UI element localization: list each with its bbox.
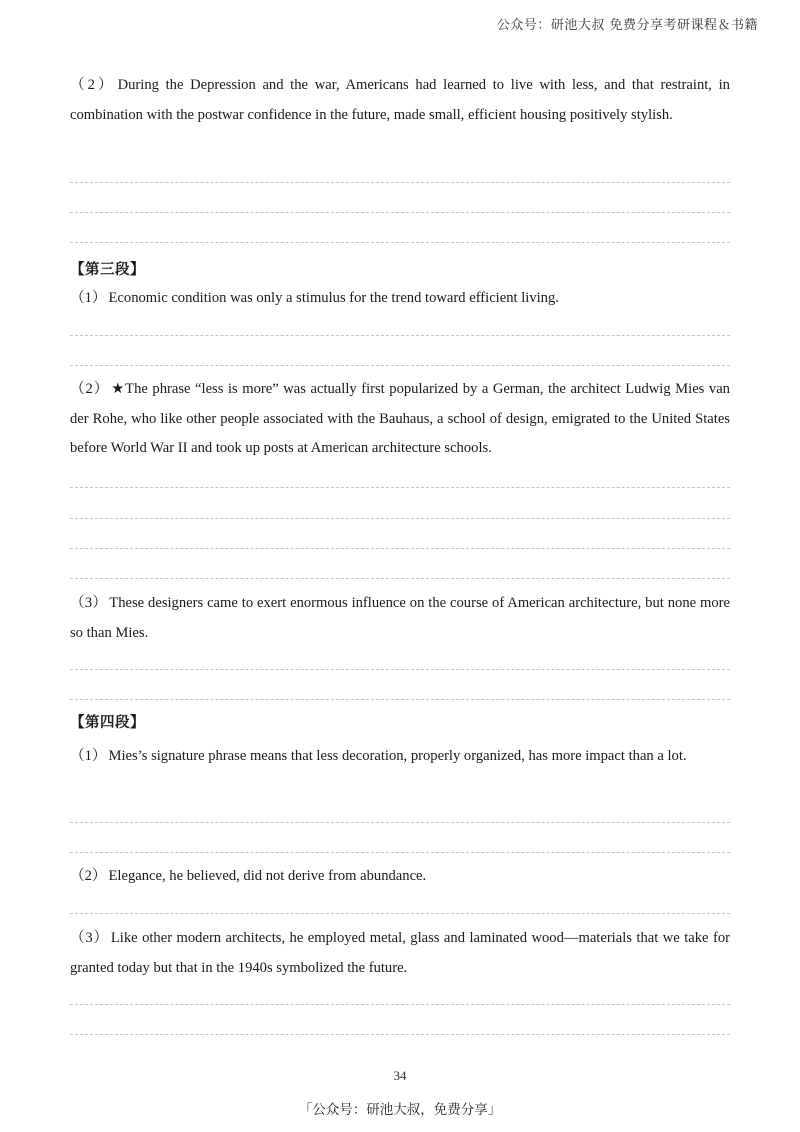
writing-line [70, 242, 730, 243]
writing-line [70, 518, 730, 519]
item-text: Like other modern architects, he employed metal, glass and laminated wood—materials that we take for granted today but that in the 1940s symbolized the future. [70, 930, 730, 976]
section-heading-block [70, 258, 730, 282]
sentence-text [70, 862, 730, 892]
sentence-block [70, 862, 730, 892]
writing-line [70, 335, 730, 336]
sentence-text [70, 742, 730, 772]
item-text: Elegance, he believed, did not derive from abundance. [108, 868, 427, 884]
writing-line [70, 669, 730, 670]
item-number: （2） [70, 381, 110, 397]
footer-watermark: 「公众号：研池大叔，免费分享」 [298, 1102, 502, 1118]
writing-line [70, 913, 730, 914]
sentence-text [70, 375, 730, 464]
writing-line [70, 212, 730, 213]
sentence-block [70, 742, 730, 772]
sentence-block [70, 924, 730, 983]
item-number: （2） [70, 77, 116, 93]
item-number: （1） [70, 290, 107, 306]
writing-line [70, 365, 730, 366]
page-number: 34 [393, 1068, 407, 1083]
writing-line [70, 1034, 730, 1035]
item-number: （1） [70, 748, 107, 764]
sentence-text [70, 71, 730, 130]
item-text: Economic condition was only a stimulus for the trend toward efficient living. [108, 290, 559, 306]
section-heading: 【第三段】 [70, 262, 145, 278]
writing-line [70, 182, 730, 183]
item-number: （3） [70, 595, 108, 611]
item-number: （3） [70, 930, 109, 946]
header-watermark: 公众号：研池大叔 免费分享考研课程＆书籍 [496, 18, 758, 33]
item-text: These designers came to exert enormous influence on the course of American architecture, but none more so than Mies. [70, 595, 730, 641]
item-text: ★The phrase “less is more” was actually first popularized by a German, the architect Ludwig Mies van der Rohe, who like other people associated with the Bauhaus, a school of design, emigrated to the United States before World War II and took up posts at American architecture schools. [70, 381, 730, 456]
item-number: （2） [70, 868, 107, 884]
writing-line [70, 822, 730, 823]
sentence-block [70, 71, 730, 130]
item-text: During the Depression and the war, Americans had learned to live with less, and that restraint, in combination with the postwar confidence in the future, made small, efficient housing positively stylish. [70, 77, 730, 123]
sentence-block [70, 284, 730, 314]
sentence-text [70, 589, 730, 648]
sentence-text [70, 284, 730, 314]
writing-line [70, 548, 730, 549]
item-text: Mies’s signature phrase means that less decoration, properly organized, has more impact than a lot. [108, 748, 687, 764]
sentence-block [70, 589, 730, 648]
sentence-block [70, 375, 730, 464]
writing-line [70, 1004, 730, 1005]
writing-line [70, 699, 730, 700]
sentence-text [70, 924, 730, 983]
writing-line [70, 852, 730, 853]
section-heading: 【第四段】 [70, 715, 145, 731]
writing-line [70, 487, 730, 488]
section-heading-block [70, 711, 730, 735]
writing-line [70, 578, 730, 579]
